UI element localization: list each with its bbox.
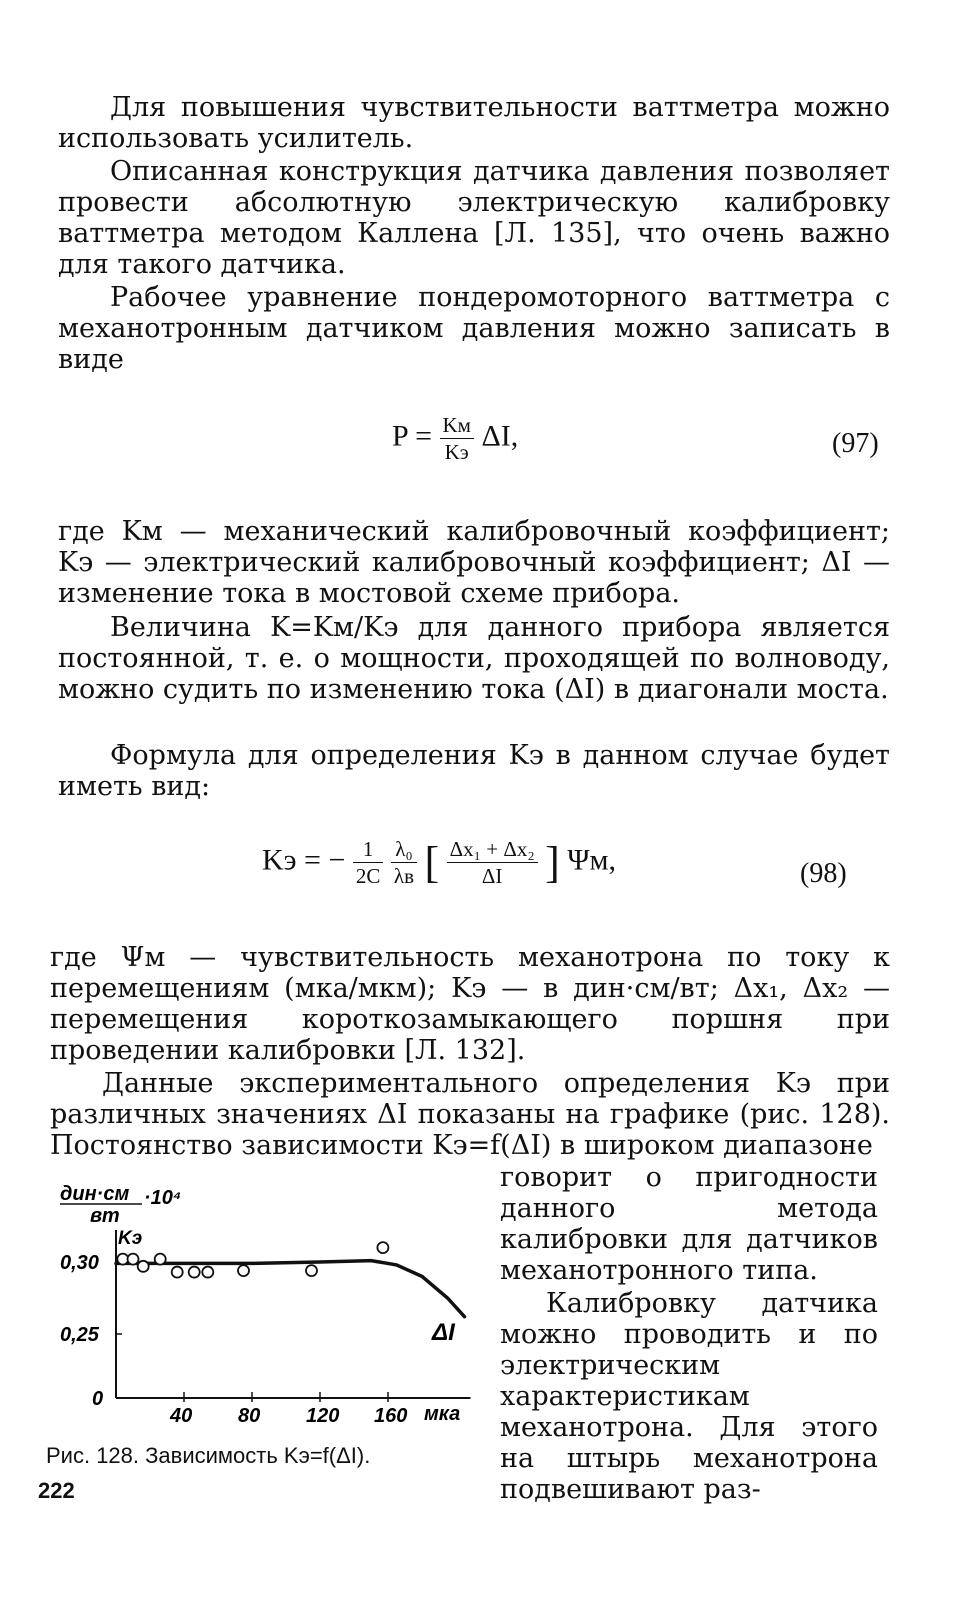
eq98-f1-numerator: 1 bbox=[353, 836, 384, 863]
y-tick-label: 0,30 bbox=[60, 1252, 99, 1274]
y-axis-label: Kэ bbox=[118, 1228, 143, 1249]
eq97-fraction bbox=[440, 412, 474, 465]
eq98-f2-numerator: λ₀ bbox=[391, 836, 417, 863]
x-axis-label: ΔI bbox=[432, 1319, 455, 1346]
y-tick-label: 0,25 bbox=[60, 1324, 99, 1346]
equation-97-number: (97) bbox=[832, 428, 879, 459]
chart-ticks bbox=[60, 1252, 407, 1427]
paragraph-2: Описанная конструкция датчика давления позволяет провести абсолютную электрическую калибровку ваттметра методом Каллена [Л. 135], что очень важно для такого датчика. bbox=[58, 156, 890, 280]
paragraph-7: где Ψм — чувствительность механотрона по току к перемещениям (мка/мкм); Kэ — в дин·см/вт; Δx₁, Δx₂ — перемещения короткозамыкающего поршня при проведении калибровки [Л. 132]. bbox=[50, 942, 890, 1066]
paragraph-4: где Kм — механический калибровочный коэффициент; Kэ — электрический калибровочный коэффициент; ΔI — изменение тока в мостовой схеме прибора. bbox=[58, 516, 890, 609]
data-point bbox=[238, 1265, 249, 1276]
data-point bbox=[377, 1242, 388, 1253]
paragraph-1: Для повышения чувствительности ваттметра можно использовать усилитель. bbox=[58, 92, 890, 154]
chart-curve-group bbox=[116, 1261, 465, 1317]
data-point bbox=[172, 1267, 183, 1278]
eq98-right-bracket: ] bbox=[545, 838, 560, 887]
x-tick-label: 160 bbox=[374, 1405, 408, 1427]
eq98-f3-numerator: Δx₁ + Δx₂ bbox=[447, 836, 538, 863]
x-axis-unit: мка bbox=[424, 1403, 461, 1425]
eq98-left-bracket: [ bbox=[424, 838, 440, 887]
chart-axes bbox=[116, 1230, 471, 1398]
eq97-denominator: Kэ bbox=[444, 440, 469, 464]
eq98-f3-denominator: ΔI bbox=[481, 864, 503, 888]
unit-label-top: дин·см bbox=[60, 1183, 130, 1205]
unit-factor: ·10⁴ bbox=[144, 1187, 182, 1209]
eq98-f1-denominator: 2C bbox=[355, 864, 381, 888]
y-tick-label: 0 bbox=[92, 1388, 104, 1410]
paragraph-8: Данные экспериментального определения Kэ при различных значениях ΔI показаны на графике (рис. 128). Постоянство зависимости Kэ=f(ΔI) в широком диапазоне bbox=[50, 1068, 890, 1161]
eq97-numerator: Kм bbox=[440, 412, 474, 439]
data-point bbox=[189, 1267, 200, 1278]
eq97-lhs: P = bbox=[392, 419, 432, 453]
x-tick-label: 40 bbox=[170, 1405, 193, 1427]
unit-label-bottom: вт bbox=[90, 1205, 120, 1227]
eq98-fraction-3 bbox=[447, 836, 538, 889]
x-tick-label: 80 bbox=[238, 1405, 261, 1427]
data-point bbox=[128, 1254, 139, 1265]
equation-98 bbox=[262, 836, 616, 889]
paragraph-10: Калибровку датчика можно проводить и по электрическим характеристикам механотрона. Для этого на штырь механотрона подвешивают раз- bbox=[500, 1288, 878, 1505]
equation-98-number: (98) bbox=[800, 858, 847, 889]
paragraph-3: Рабочее уравнение пондеромоторного ваттметра с механотронным датчиком давления можно записать в виде bbox=[58, 282, 890, 375]
equation-97 bbox=[392, 412, 518, 465]
data-point bbox=[155, 1254, 166, 1265]
x-tick-label: 120 bbox=[306, 1405, 340, 1427]
figure-128-chart bbox=[20, 1170, 500, 1440]
paragraph-6: Формула для определения Kэ в данном случае будет иметь вид: bbox=[58, 740, 890, 802]
data-point bbox=[138, 1261, 149, 1272]
page-number: 222 bbox=[38, 1478, 75, 1503]
eq98-fraction-1 bbox=[353, 836, 384, 889]
data-point bbox=[202, 1267, 213, 1278]
eq98-fraction-2 bbox=[391, 836, 417, 889]
paragraph-9: говорит о пригодности данного метода калибровки для датчиков механотронного типа. bbox=[500, 1162, 878, 1286]
eq98-tail: Ψм, bbox=[567, 843, 616, 877]
fitted-curve bbox=[116, 1261, 465, 1317]
eq97-tail: ΔI, bbox=[481, 419, 519, 453]
paragraph-5: Величина K=Kм/Kэ для данного прибора является постоянной, т. е. о мощности, проходящей по волноводу, можно судить по изменению тока (ΔI) в диагонали моста. bbox=[58, 612, 890, 705]
figure-caption: Рис. 128. Зависимость Kэ=f(ΔI). bbox=[46, 1443, 371, 1468]
eq98-lhs: Kэ = − bbox=[262, 843, 346, 877]
data-point bbox=[306, 1265, 317, 1276]
eq98-f2-denominator: λв bbox=[393, 864, 415, 888]
